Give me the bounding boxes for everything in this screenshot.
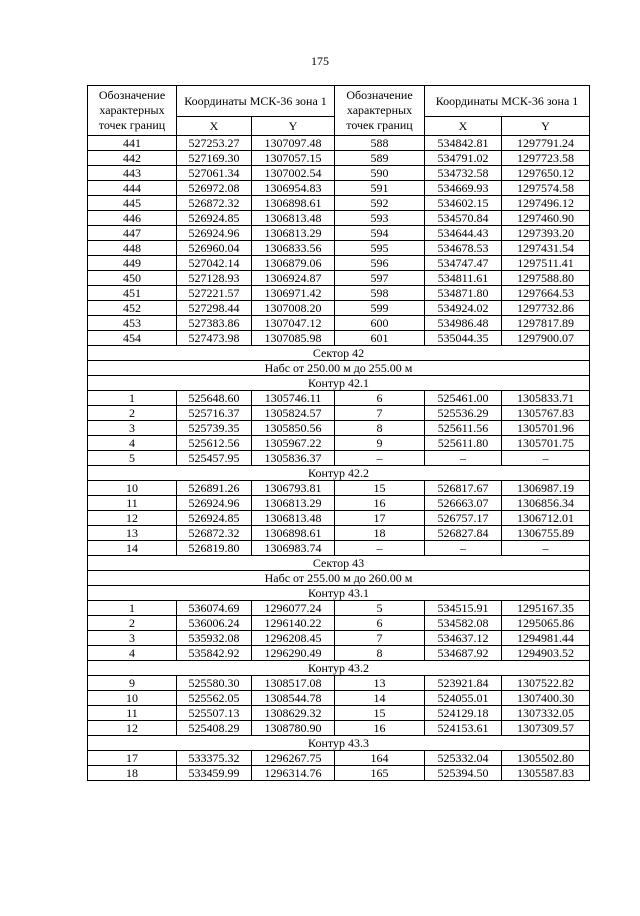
cell-point-left: 10 xyxy=(88,481,177,496)
cell-y-left: 1306879.06 xyxy=(252,256,335,271)
cell-point-right: 7 xyxy=(335,406,425,421)
cell-point-left: 3 xyxy=(88,631,177,646)
table-row xyxy=(88,601,590,616)
x-header-left: X xyxy=(177,117,252,136)
cell-y-left: 1306971.42 xyxy=(252,286,335,301)
cell-y-right: 1307400.30 xyxy=(502,691,590,706)
cell-y-left: 1305824.57 xyxy=(252,406,335,421)
cell-y-left: 1307047.12 xyxy=(252,316,335,331)
cell-point-right: 16 xyxy=(335,496,425,511)
point-label-header-left: Обозначение характерных точек границ xyxy=(88,86,177,136)
cell-x-left: 526924.85 xyxy=(177,211,252,226)
table-row xyxy=(88,316,590,331)
table-row xyxy=(88,691,590,706)
table-row xyxy=(88,451,590,466)
sector-range-row xyxy=(88,361,590,376)
contour-title: Контур 43.2 xyxy=(88,661,590,676)
cell-point-left: 1 xyxy=(88,391,177,406)
cell-x-right: 534669.93 xyxy=(425,181,502,196)
coords-label-header-right: Координаты МСК-36 зона 1 xyxy=(425,86,590,117)
cell-point-right: 13 xyxy=(335,676,425,691)
cell-y-right: 1295167.35 xyxy=(502,601,590,616)
cell-point-right: 598 xyxy=(335,286,425,301)
sector-title-row xyxy=(88,346,590,361)
cell-y-left: 1305746.11 xyxy=(252,391,335,406)
cell-y-right: 1305701.96 xyxy=(502,421,590,436)
cell-x-right: 534515.91 xyxy=(425,601,502,616)
table-row xyxy=(88,721,590,736)
cell-point-right: 14 xyxy=(335,691,425,706)
cell-point-right: 593 xyxy=(335,211,425,226)
cell-y-right: 1307309.57 xyxy=(502,721,590,736)
contour-title: Контур 42.1 xyxy=(88,376,590,391)
cell-point-right: 164 xyxy=(335,751,425,766)
cell-point-right: 591 xyxy=(335,181,425,196)
cell-x-left: 525457.95 xyxy=(177,451,252,466)
cell-point-right: 588 xyxy=(335,136,425,151)
cell-x-left: 525507.13 xyxy=(177,706,252,721)
cell-y-left: 1308544.78 xyxy=(252,691,335,706)
cell-y-left: 1306924.87 xyxy=(252,271,335,286)
cell-point-right: 601 xyxy=(335,331,425,346)
table-row xyxy=(88,676,590,691)
cell-point-right: 599 xyxy=(335,301,425,316)
cell-point-right: 6 xyxy=(335,391,425,406)
cell-y-left: 1306898.61 xyxy=(252,526,335,541)
cell-point-right: 7 xyxy=(335,631,425,646)
table-row xyxy=(88,751,590,766)
cell-x-right: 534678.53 xyxy=(425,241,502,256)
cell-x-right: 525536.29 xyxy=(425,406,502,421)
sector-title: Сектор 43 xyxy=(88,556,590,571)
cell-point-left: 14 xyxy=(88,541,177,556)
cell-x-right: 526757.17 xyxy=(425,511,502,526)
table-row xyxy=(88,541,590,556)
cell-point-right: 17 xyxy=(335,511,425,526)
cell-x-left: 536074.69 xyxy=(177,601,252,616)
cell-point-left: 448 xyxy=(88,241,177,256)
cell-x-right: 525332.04 xyxy=(425,751,502,766)
cell-y-right: 1297574.58 xyxy=(502,181,590,196)
contour-title-row xyxy=(88,376,590,391)
cell-y-right: 1307522.82 xyxy=(502,676,590,691)
cell-y-left: 1307008.20 xyxy=(252,301,335,316)
contour-title: Контур 43.1 xyxy=(88,586,590,601)
cell-point-left: 453 xyxy=(88,316,177,331)
table-row xyxy=(88,286,590,301)
sector-title-row xyxy=(88,556,590,571)
cell-point-left: 9 xyxy=(88,676,177,691)
cell-x-right: 534842.81 xyxy=(425,136,502,151)
cell-point-left: 12 xyxy=(88,511,177,526)
cell-point-right: 600 xyxy=(335,316,425,331)
cell-point-left: 445 xyxy=(88,196,177,211)
cell-y-left: 1307002.54 xyxy=(252,166,335,181)
cell-y-right: 1305701.75 xyxy=(502,436,590,451)
cell-y-left: 1305850.56 xyxy=(252,421,335,436)
cell-x-left: 525562.05 xyxy=(177,691,252,706)
cell-y-left: 1305836.37 xyxy=(252,451,335,466)
table-row xyxy=(88,406,590,421)
cell-y-left: 1296140.22 xyxy=(252,616,335,631)
cell-y-left: 1306833.56 xyxy=(252,241,335,256)
cell-y-left: 1306813.48 xyxy=(252,511,335,526)
cell-point-right: 590 xyxy=(335,166,425,181)
cell-y-left: 1308629.32 xyxy=(252,706,335,721)
cell-point-right: 8 xyxy=(335,646,425,661)
cell-y-right: 1297817.89 xyxy=(502,316,590,331)
table-row xyxy=(88,211,590,226)
cell-y-right: 1297791.24 xyxy=(502,136,590,151)
cell-x-left: 526891.26 xyxy=(177,481,252,496)
cell-x-left: 526924.85 xyxy=(177,511,252,526)
cell-y-left: 1307097.48 xyxy=(252,136,335,151)
cell-point-left: 18 xyxy=(88,766,177,781)
cell-point-right: 592 xyxy=(335,196,425,211)
coordinates-table xyxy=(87,85,590,781)
cell-x-left: 533375.32 xyxy=(177,751,252,766)
cell-x-right: 534986.48 xyxy=(425,316,502,331)
cell-x-right: 534582.08 xyxy=(425,616,502,631)
cell-x-left: 526872.32 xyxy=(177,526,252,541)
cell-point-left: 17 xyxy=(88,751,177,766)
cell-point-right: 8 xyxy=(335,421,425,436)
table-row xyxy=(88,631,590,646)
cell-x-left: 525612.56 xyxy=(177,436,252,451)
cell-x-left: 526924.96 xyxy=(177,226,252,241)
cell-x-left: 527061.34 xyxy=(177,166,252,181)
cell-point-right: 15 xyxy=(335,706,425,721)
table-row xyxy=(88,196,590,211)
sector-range-row xyxy=(88,571,590,586)
cell-x-left: 525580.30 xyxy=(177,676,252,691)
cell-x-right: 525611.80 xyxy=(425,436,502,451)
table-row xyxy=(88,271,590,286)
cell-point-left: 443 xyxy=(88,166,177,181)
cell-point-left: 11 xyxy=(88,496,177,511)
cell-y-left: 1306793.81 xyxy=(252,481,335,496)
cell-x-right: 526663.07 xyxy=(425,496,502,511)
table-row xyxy=(88,526,590,541)
cell-x-right: 534570.84 xyxy=(425,211,502,226)
cell-x-left: 535842.92 xyxy=(177,646,252,661)
cell-point-left: 4 xyxy=(88,436,177,451)
cell-point-left: 1 xyxy=(88,601,177,616)
cell-y-left: 1296267.75 xyxy=(252,751,335,766)
cell-point-right: 18 xyxy=(335,526,425,541)
cell-x-left: 525408.29 xyxy=(177,721,252,736)
cell-x-right: 534791.02 xyxy=(425,151,502,166)
cell-y-right: 1297650.12 xyxy=(502,166,590,181)
table-row xyxy=(88,421,590,436)
cell-y-left: 1296290.49 xyxy=(252,646,335,661)
cell-point-right: 594 xyxy=(335,226,425,241)
cell-x-left: 527042.14 xyxy=(177,256,252,271)
cell-x-right: 524129.18 xyxy=(425,706,502,721)
cell-point-right: 589 xyxy=(335,151,425,166)
cell-x-left: 533459.99 xyxy=(177,766,252,781)
cell-point-left: 444 xyxy=(88,181,177,196)
cell-x-right: 525394.50 xyxy=(425,766,502,781)
cell-point-right: 5 xyxy=(335,601,425,616)
x-header-right: X xyxy=(425,117,502,136)
cell-y-left: 1307085.98 xyxy=(252,331,335,346)
cell-point-left: 446 xyxy=(88,211,177,226)
cell-y-left: 1306954.83 xyxy=(252,181,335,196)
cell-point-left: 11 xyxy=(88,706,177,721)
contour-title-row xyxy=(88,466,590,481)
cell-x-right: 534637.12 xyxy=(425,631,502,646)
cell-y-right: – xyxy=(502,541,590,556)
cell-y-left: 1305967.22 xyxy=(252,436,335,451)
cell-x-left: 535932.08 xyxy=(177,631,252,646)
table-row xyxy=(88,331,590,346)
cell-y-right: 1297460.90 xyxy=(502,211,590,226)
table-body xyxy=(88,136,590,781)
cell-x-left: 527298.44 xyxy=(177,301,252,316)
cell-y-right: 1297588.80 xyxy=(502,271,590,286)
cell-x-right: 534644.43 xyxy=(425,226,502,241)
cell-y-right: 1297431.54 xyxy=(502,241,590,256)
cell-y-left: 1306898.61 xyxy=(252,196,335,211)
table-row xyxy=(88,241,590,256)
cell-y-left: 1306813.48 xyxy=(252,211,335,226)
table-row xyxy=(88,436,590,451)
cell-point-left: 451 xyxy=(88,286,177,301)
cell-y-right: 1306987.19 xyxy=(502,481,590,496)
cell-x-right: 524055.01 xyxy=(425,691,502,706)
cell-x-right: 525611.56 xyxy=(425,421,502,436)
cell-y-right: 1297900.07 xyxy=(502,331,590,346)
table-row xyxy=(88,706,590,721)
cell-point-left: 442 xyxy=(88,151,177,166)
cell-y-right: 1295065.86 xyxy=(502,616,590,631)
cell-point-right: – xyxy=(335,541,425,556)
cell-x-right: 534732.58 xyxy=(425,166,502,181)
contour-title-row xyxy=(88,586,590,601)
cell-point-right: 165 xyxy=(335,766,425,781)
cell-point-left: 13 xyxy=(88,526,177,541)
cell-y-right: 1297496.12 xyxy=(502,196,590,211)
cell-y-right: 1297664.53 xyxy=(502,286,590,301)
table-header xyxy=(88,86,590,136)
cell-x-right: 534602.15 xyxy=(425,196,502,211)
cell-x-left: 527383.86 xyxy=(177,316,252,331)
cell-point-left: 454 xyxy=(88,331,177,346)
cell-point-left: 12 xyxy=(88,721,177,736)
cell-x-right: 535044.35 xyxy=(425,331,502,346)
cell-y-right: 1294903.52 xyxy=(502,646,590,661)
cell-y-right: 1305767.83 xyxy=(502,406,590,421)
cell-x-right: 526827.84 xyxy=(425,526,502,541)
table-row xyxy=(88,616,590,631)
cell-point-left: 449 xyxy=(88,256,177,271)
cell-y-left: 1307057.15 xyxy=(252,151,335,166)
sector-title: Сектор 42 xyxy=(88,346,590,361)
table-row xyxy=(88,496,590,511)
cell-point-left: 4 xyxy=(88,646,177,661)
cell-point-left: 3 xyxy=(88,421,177,436)
cell-y-left: 1306813.29 xyxy=(252,226,335,241)
cell-y-right: 1305587.83 xyxy=(502,766,590,781)
cell-x-left: 527128.93 xyxy=(177,271,252,286)
cell-x-right: 523921.84 xyxy=(425,676,502,691)
cell-point-left: 452 xyxy=(88,301,177,316)
contour-title: Контур 42.2 xyxy=(88,466,590,481)
table-row xyxy=(88,256,590,271)
sector-range: Набс от 255.00 м до 260.00 м xyxy=(88,571,590,586)
cell-x-left: 526960.04 xyxy=(177,241,252,256)
cell-point-left: 441 xyxy=(88,136,177,151)
cell-x-right: 534687.92 xyxy=(425,646,502,661)
cell-y-left: 1296314.76 xyxy=(252,766,335,781)
cell-x-right: – xyxy=(425,541,502,556)
cell-x-left: 526872.32 xyxy=(177,196,252,211)
cell-y-right: 1307332.05 xyxy=(502,706,590,721)
table-row xyxy=(88,766,590,781)
cell-point-left: 2 xyxy=(88,406,177,421)
cell-x-right: 534811.61 xyxy=(425,271,502,286)
cell-y-right: – xyxy=(502,451,590,466)
cell-x-left: 526819.80 xyxy=(177,541,252,556)
sector-range: Набс от 250.00 м до 255.00 м xyxy=(88,361,590,376)
table-row xyxy=(88,181,590,196)
table-row xyxy=(88,136,590,151)
point-label-header-right: Обозначение характерных точек границ xyxy=(335,86,425,136)
cell-x-right: 534747.47 xyxy=(425,256,502,271)
cell-y-right: 1297723.58 xyxy=(502,151,590,166)
cell-y-left: 1308780.90 xyxy=(252,721,335,736)
cell-point-right: 15 xyxy=(335,481,425,496)
cell-x-right: 534871.80 xyxy=(425,286,502,301)
cell-y-left: 1296208.45 xyxy=(252,631,335,646)
cell-point-left: 2 xyxy=(88,616,177,631)
cell-y-right: 1297393.20 xyxy=(502,226,590,241)
y-header-left: Y xyxy=(252,117,335,136)
table-row xyxy=(88,151,590,166)
cell-y-left: 1306813.29 xyxy=(252,496,335,511)
cell-point-right: 9 xyxy=(335,436,425,451)
table-row xyxy=(88,166,590,181)
cell-x-left: 525648.60 xyxy=(177,391,252,406)
cell-x-left: 527473.98 xyxy=(177,331,252,346)
cell-y-right: 1306712.01 xyxy=(502,511,590,526)
cell-point-left: 10 xyxy=(88,691,177,706)
cell-x-left: 525739.35 xyxy=(177,421,252,436)
table-row xyxy=(88,481,590,496)
cell-x-right: 534924.02 xyxy=(425,301,502,316)
contour-title-row xyxy=(88,661,590,676)
cell-x-left: 527169.30 xyxy=(177,151,252,166)
cell-y-right: 1305502.80 xyxy=(502,751,590,766)
cell-x-right: 525461.00 xyxy=(425,391,502,406)
cell-point-left: 5 xyxy=(88,451,177,466)
table-row xyxy=(88,391,590,406)
cell-x-right: – xyxy=(425,451,502,466)
page-number: 175 xyxy=(311,54,329,68)
cell-point-right: 595 xyxy=(335,241,425,256)
cell-x-right: 526817.67 xyxy=(425,481,502,496)
cell-y-right: 1294981.44 xyxy=(502,631,590,646)
cell-x-right: 524153.61 xyxy=(425,721,502,736)
cell-y-right: 1306755.89 xyxy=(502,526,590,541)
table-row xyxy=(88,301,590,316)
cell-x-left: 526924.96 xyxy=(177,496,252,511)
contour-title-row xyxy=(88,736,590,751)
coords-label-header-left: Координаты МСК-36 зона 1 xyxy=(177,86,335,117)
cell-y-left: 1306983.74 xyxy=(252,541,335,556)
cell-y-right: 1306856.34 xyxy=(502,496,590,511)
cell-x-left: 536006.24 xyxy=(177,616,252,631)
cell-point-left: 447 xyxy=(88,226,177,241)
cell-y-right: 1297511.41 xyxy=(502,256,590,271)
cell-point-right: 597 xyxy=(335,271,425,286)
cell-point-right: 596 xyxy=(335,256,425,271)
cell-point-right: 6 xyxy=(335,616,425,631)
cell-x-left: 526972.08 xyxy=(177,181,252,196)
table-row xyxy=(88,511,590,526)
cell-x-left: 527253.27 xyxy=(177,136,252,151)
cell-y-left: 1296077.24 xyxy=(252,601,335,616)
cell-y-right: 1297732.86 xyxy=(502,301,590,316)
cell-point-right: – xyxy=(335,451,425,466)
cell-point-left: 450 xyxy=(88,271,177,286)
contour-title: Контур 43.3 xyxy=(88,736,590,751)
table-row xyxy=(88,646,590,661)
cell-point-right: 16 xyxy=(335,721,425,736)
table-row xyxy=(88,226,590,241)
y-header-right: Y xyxy=(502,117,590,136)
cell-y-right: 1305833.71 xyxy=(502,391,590,406)
cell-x-left: 525716.37 xyxy=(177,406,252,421)
cell-y-left: 1308517.08 xyxy=(252,676,335,691)
cell-x-left: 527221.57 xyxy=(177,286,252,301)
